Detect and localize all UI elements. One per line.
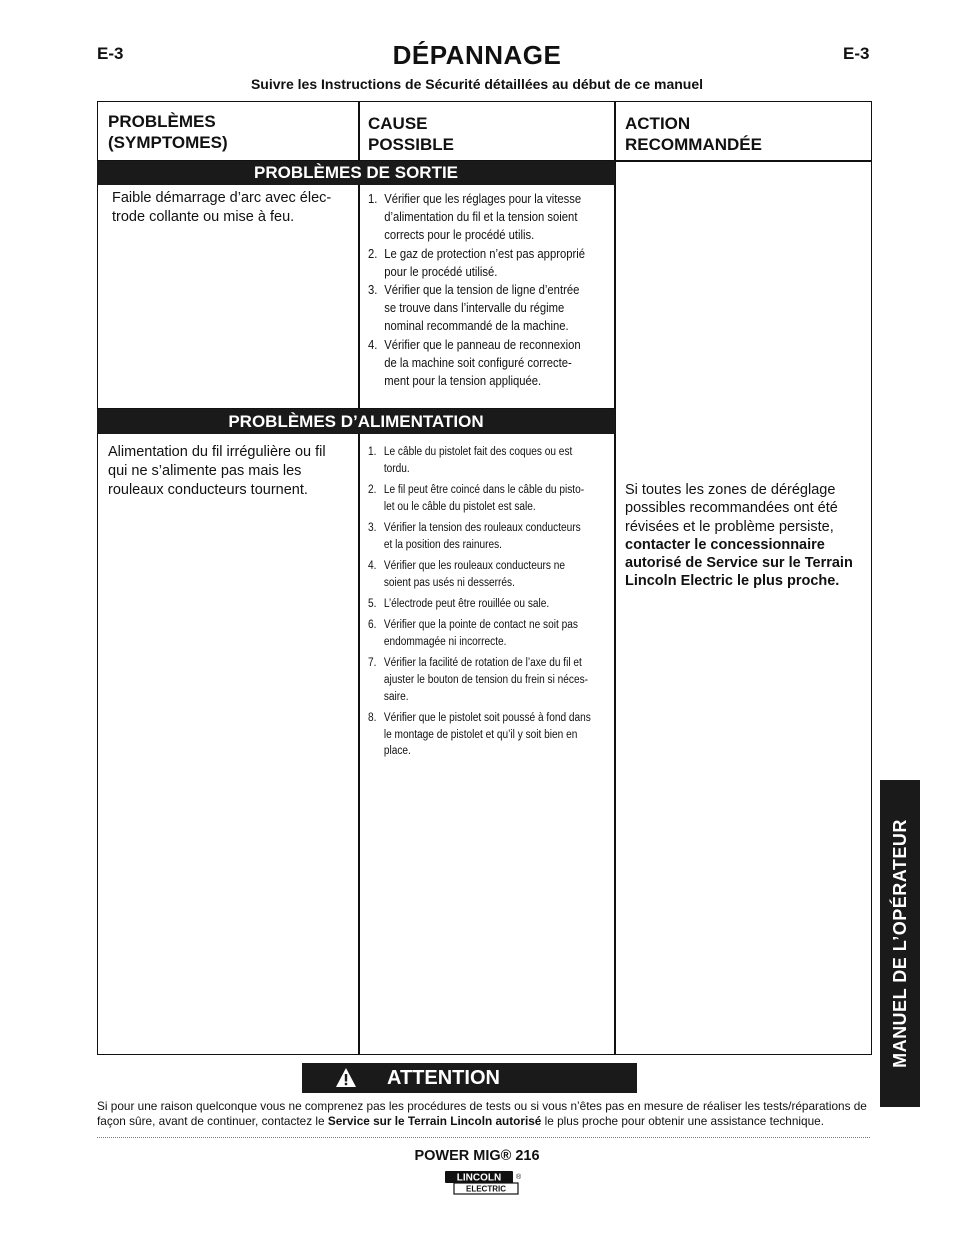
symptom-sortie: Faible démarrage d’arc avec élec- trode collante ou mise à feu. — [112, 190, 332, 225]
cause-item: 1. Le câble du pistolet fait des coques ou est tordu. — [368, 446, 573, 475]
cause-item: 2. Le gaz de protection n’est pas approprié pour le procédé utilisé. — [368, 246, 585, 279]
product-name: POWER MIG® 216 — [414, 1148, 540, 1164]
attention-label: ATTENTION — [387, 1066, 500, 1089]
column-divider-1 — [358, 101, 360, 1055]
column-header-problems: PROBLÈMES (SYMPTOMES) — [108, 112, 228, 152]
symptom-alimentation: Alimentation du fil irrégulière ou fil qui ne s’alimente pas mais les rouleaux conducteurs tournent. — [108, 444, 326, 498]
technical-assistance-note: Si pour une raison quelconque vous ne comprenez pas les procédures de tests ou si vous n’êtes pas en mesure de réaliser les tests/réparations de façon sûre, avant de continuer, contactez le Service sur le Terrain Lincoln autorisé le plus proche pour obtenir une assistance technique. — [97, 1099, 867, 1128]
section-bar-sortie — [97, 161, 615, 185]
recommended-action: Si toutes les zones de déréglage possibles recommandées ont été révisées et le problème persiste, contacter le concessionnaire autorisé de Service sur le Terrain Lincoln Electric le plus proche. — [625, 482, 853, 590]
cause-item: 4. Vérifier que les rouleaux conducteurs ne soient pas usés ni desserrés. — [368, 559, 565, 589]
page-code-right: E-3 — [843, 44, 870, 63]
attention-banner — [302, 1063, 637, 1093]
cause-item: 8. Vérifier que le pistolet soit poussé à fond dans le montage de pistolet et qu’il y soit bien en place. — [368, 711, 591, 758]
lincoln-electric-logo — [444, 1170, 522, 1196]
cause-item: 6. Vérifier que la pointe de contact ne soit pas endommagée ni incorrecte. — [368, 619, 578, 648]
cause-item: 2. Le fil peut être coincé dans le câble du pisto- let ou le câble du pistolet est sale. — [368, 483, 585, 513]
safety-note: Suivre les Instructions de Sécurité détaillées au début de ce manuel — [250, 76, 704, 92]
cause-list-sortie — [368, 190, 611, 390]
cause-item: 7. Vérifier la facilité de rotation de l’axe du fil et ajuster le bouton de tension du frein si néces- saire. — [368, 657, 589, 703]
column-header-action: ACTION RECOMMANDÉE — [625, 114, 762, 154]
dotted-divider — [97, 1137, 870, 1138]
cause-item: 5. L’électrode peut être rouillée ou sale. — [368, 597, 550, 610]
warning-triangle-icon — [335, 1067, 357, 1089]
cause-item: 3. Vérifier que la tension de ligne d’entrée se trouve dans l’intervalle du régime nominal recommandé de la machine. — [368, 283, 580, 334]
cause-item: 3. Vérifier la tension des rouleaux conducteurs et la position des rainures. — [368, 521, 581, 551]
cause-list-alimentation — [368, 444, 611, 765]
section-bar-alimentation — [97, 409, 615, 434]
section-title: PROBLÈMES DE SORTIE — [253, 163, 459, 182]
section-title: PROBLÈMES D’ALIMENTATION — [228, 411, 484, 431]
page-code-left: E-3 — [97, 44, 124, 63]
logo-registered-mark: ® — [516, 1174, 522, 1181]
cause-item: 1. Vérifier que les réglages pour la vitesse d’alimentation du fil et la tension soient corrects pour le procédé utilis. — [368, 192, 582, 243]
column-header-cause: CAUSE POSSIBLE — [368, 114, 454, 154]
column-divider-2 — [614, 101, 616, 1055]
logo-text-top: LINCOLN — [456, 1172, 502, 1184]
side-tab-operator-manual: MANUEL DE L’OPÉRATEUR — [880, 780, 920, 1107]
logo-text-bottom: ELECTRIC — [466, 1184, 506, 1194]
page-title: DÉPANNAGE — [392, 40, 562, 70]
cause-item: 4. Vérifier que le panneau de reconnexion de la machine soit configuré correcte- ment pour la tension appliquée. — [368, 337, 581, 389]
